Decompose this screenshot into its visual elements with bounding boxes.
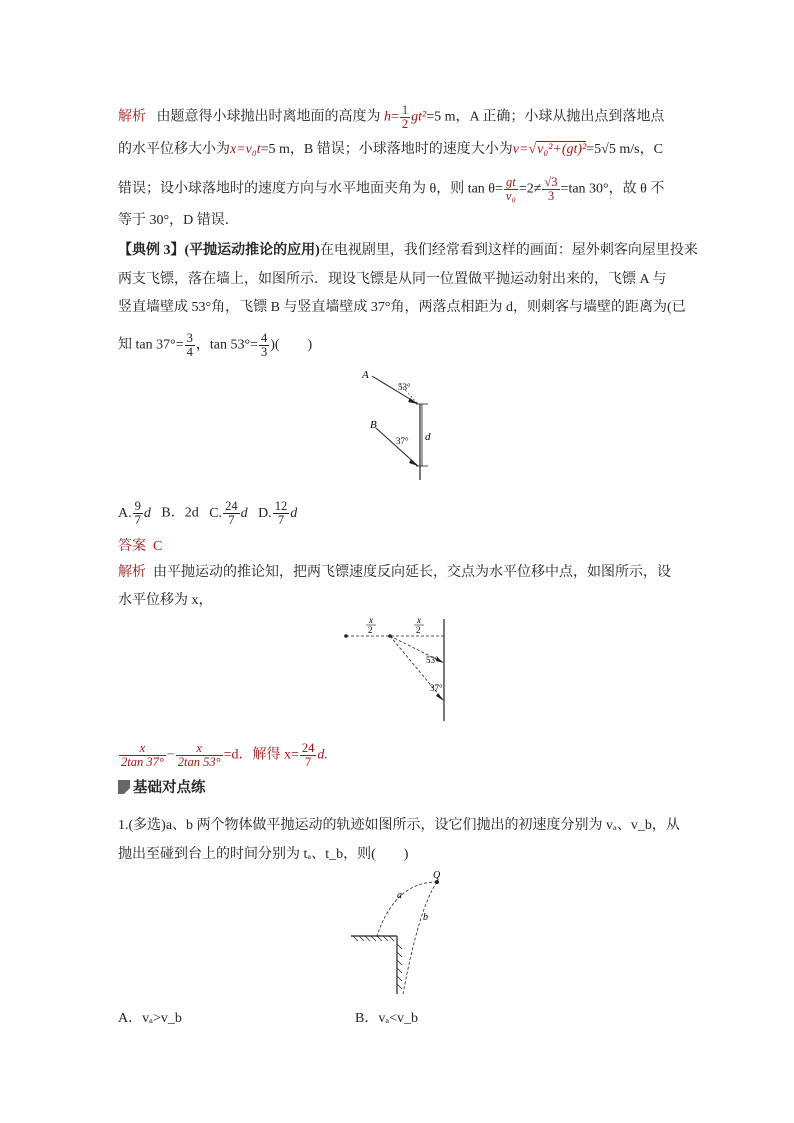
x-half-den-1: 2 <box>368 625 373 635</box>
launch-point <box>344 634 348 638</box>
x-half-den-2: 2 <box>416 625 421 635</box>
trajectory-a <box>377 882 437 936</box>
equation-line: $\frac{x}{2\tan 37^\circ}$ − $\frac{x}{2\tan 53^\circ}$ =d．解得 x= $\frac{24}{7}$ d. <box>121 741 328 769</box>
trajectory-figure <box>345 868 455 998</box>
angle-53-label: 53° <box>398 382 411 392</box>
question-1-line-2: 抛出至碰到台上的时间分别为 tₐ、t_b，则( ) <box>118 847 409 862</box>
question-1-line-1: 1.(多选)a、b 两个物体做平抛运动的轨迹如图所示，设它们抛出的初速度分别为 vₐ、v_b，从 <box>118 818 680 833</box>
angle-37-label-2: 37° <box>430 683 443 693</box>
example-3-line-2: 两支飞镖，落在墙上，如图所示．现设飞镖是从同一位置做平抛运动射出来的，飞镖 A 与 <box>118 272 667 287</box>
label-a-curve: a <box>397 890 402 901</box>
option-b[interactable]: B．2d <box>161 505 199 521</box>
answer-value: C <box>153 539 163 554</box>
label-q: Q <box>433 870 441 881</box>
option-c[interactable]: C. $\frac{24}{7}$ d <box>209 499 248 527</box>
midpoint-figure <box>338 615 454 725</box>
label-b: B <box>370 419 377 431</box>
solution-line-4: 等于 30°，D 错误． <box>118 213 239 228</box>
angle-37-label: 37° <box>396 436 409 446</box>
option-a[interactable]: A. $\frac{9}{7}$ d <box>118 499 151 527</box>
solution-line-1: 解析 由题意得小球抛出时离地面的高度为 h= $\frac{1}{2}$ gt²=5 m，A 正确；小球从抛出点到落地点 <box>118 103 665 131</box>
example-topic: (平抛运动推论的应用) <box>184 243 320 258</box>
option-d[interactable]: D. $\frac{12}{7}$ d <box>258 499 298 527</box>
answer-line <box>118 537 162 557</box>
solution-line-3: 错误；设小球落地时的速度方向与水平地面夹角为 θ，则 tan θ= $\frac{gt}{\text{v₀}}$ =2≠ $\frac{√3}{3}$ =tan 30°，故 θ 不 <box>118 175 665 203</box>
section-icon <box>118 780 130 794</box>
example-3-line-3: 竖直墙壁成 53°角，飞镖 B 与竖直墙壁成 37°角，两落点相距为 d，则刺客与墙壁的距离为(已 <box>118 300 686 315</box>
solution-line-2: 的水平位移大小为x=v₀t=5 m，B 错误；小球落地时的速度大小为v=√v₀²+(gt)²=5√5 m/s，C <box>118 142 663 157</box>
section-title: 基础对点练 <box>133 780 206 796</box>
label-d: d <box>425 431 431 443</box>
label-a: A <box>362 369 369 381</box>
label-b-curve: b <box>423 912 428 923</box>
solution-label: 解析 <box>118 109 146 125</box>
x-half-num-1: x <box>369 615 373 625</box>
example-3-solution-2: 水平位移为 x， <box>118 593 213 608</box>
trajectory-b <box>403 882 437 994</box>
example-3-line-4: 知 tan 37°= $\frac{3}{4}$ ，tan 53°= $\frac{4}{3}$ )( ) <box>118 331 313 359</box>
darts-wall-figure <box>350 360 450 485</box>
example-3-solution-1: 解析 由平抛运动的推论知，把两飞镖速度反向延长，交点为水平位移中点，如图所示，设 <box>118 565 671 580</box>
question-1-option-a[interactable]: A．vₐ>v_b <box>118 1011 182 1026</box>
section-header <box>118 778 206 798</box>
answer-label: 答案 <box>118 539 146 554</box>
dart-b-arrow <box>409 459 418 466</box>
platform-hatching <box>353 936 402 989</box>
question-1-option-b[interactable]: B．vₐ<v_b <box>355 1011 419 1026</box>
example-3-options <box>118 500 297 527</box>
example-tag: 【典例 3】 <box>118 243 185 258</box>
angle-53-label-2: 53° <box>426 655 439 665</box>
example-3-line-1: 【典例 3】(平抛运动推论的应用)在电视剧里，我们经常看到这样的画面：屋外刺客向屋里投来 <box>118 243 698 258</box>
x-half-num-2: x <box>417 615 421 625</box>
solution-label-2: 解析 <box>118 565 146 580</box>
